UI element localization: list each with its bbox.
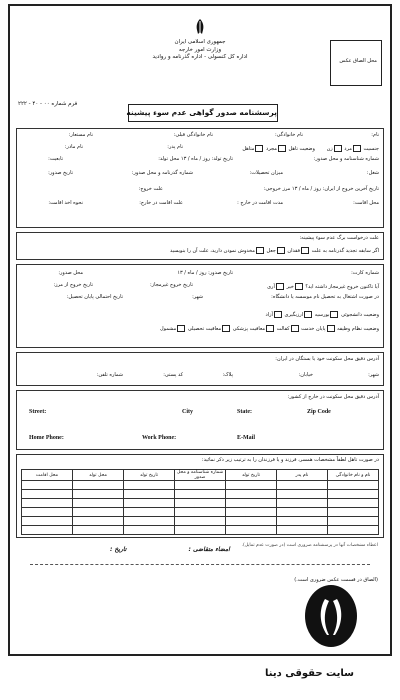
iran-phone-label: شماره تلفن: <box>96 372 123 378</box>
emblem-icon <box>193 18 207 36</box>
family-label: در صورت تاهل لطفاً مشخصات همسر، فرزند و یا فرزندان را به ترتیب زیر ذکر نمائید: <box>201 457 379 463</box>
currency-checkbox[interactable] <box>304 311 312 318</box>
col-header: نام و نام خانوادگی <box>328 470 379 481</box>
last-exit-label: تاریخ آخرین خروج از ایران: روز / ماه / ۱۳ مرز خروجی: <box>263 186 379 192</box>
finished-checkbox[interactable] <box>327 325 335 332</box>
unauthorized-label: آیا تاکنون خروج غیرمجاز داشته اید؟ <box>305 284 379 290</box>
no-checkbox[interactable] <box>295 283 303 290</box>
form-page <box>8 4 392 656</box>
medical-label: معافیت پزشکی <box>232 326 266 332</box>
female-checkbox[interactable] <box>334 145 342 152</box>
scholarship-checkbox[interactable] <box>330 311 338 318</box>
family-cell[interactable] <box>175 508 226 517</box>
family-cell[interactable] <box>175 526 226 535</box>
family-cell[interactable] <box>22 499 73 508</box>
page-title: پرسشنامه صدور گواهی عدم سوء پیشینه <box>126 108 277 117</box>
family-table <box>21 469 379 535</box>
marital-label: وضعیت تاهل <box>288 146 315 152</box>
married-checkbox[interactable] <box>255 145 263 152</box>
dina-logo-icon <box>305 585 357 647</box>
home-phone-label: Home Phone: <box>29 435 64 441</box>
family-cell[interactable] <box>226 499 277 508</box>
male-checkbox[interactable] <box>353 145 361 152</box>
married-label: متاهل <box>242 146 255 152</box>
iran-zip-label: کد پستی: <box>163 372 183 378</box>
single-label: مجرد <box>266 146 277 152</box>
family-cell[interactable] <box>124 517 175 526</box>
col-header: تاریخ تولد <box>124 470 175 481</box>
header-center <box>10 12 390 61</box>
family-section <box>16 454 384 538</box>
family-cell[interactable] <box>328 499 379 508</box>
street-label: Street: <box>29 409 47 415</box>
lost-prompt: اگر سابقه تجدید گذرنامه به علت <box>311 248 379 254</box>
stay-type-label: علت اقامت در خارج: <box>139 200 183 206</box>
col-header: نام پدر <box>277 470 328 481</box>
family-cell[interactable] <box>226 490 277 499</box>
family-cell[interactable] <box>73 499 124 508</box>
family-cell[interactable] <box>124 526 175 535</box>
family-cell[interactable] <box>277 481 328 490</box>
currency-label: ارزبگیری <box>284 312 304 318</box>
student-status-label: وضعیت دانشجوئی <box>341 312 379 318</box>
family-cell[interactable] <box>277 499 328 508</box>
study-end-label: تاریخ احتمالی پایان تحصیل: <box>66 294 123 300</box>
finished-label: پایان خدمت <box>301 326 326 332</box>
family-cell[interactable] <box>277 526 328 535</box>
edu-exempt-checkbox[interactable] <box>222 325 230 332</box>
header-line3: اداره کل کنسولی - اداره گذرنامه و روادید <box>152 54 248 60</box>
damaged-label: مخدوش نمودن دارید، علت آن را بنویسید <box>170 248 255 254</box>
alias-label: نام مستعار: <box>68 132 93 138</box>
iran-city-label: شهر: <box>368 372 379 378</box>
gender-row <box>242 145 379 152</box>
job-label: شغل: <box>366 170 379 176</box>
foreign-address-section <box>16 390 384 450</box>
signature-divider <box>30 564 370 565</box>
card-checkbox[interactable] <box>291 325 299 332</box>
family-cell[interactable] <box>175 517 226 526</box>
family-cell[interactable] <box>124 490 175 499</box>
lost-label: فقدان <box>287 248 301 254</box>
prev-lastname-label: نام خانوادگی قبلی: <box>173 132 213 138</box>
exit-reason-label: علت خروج: <box>138 186 163 192</box>
free-checkbox[interactable] <box>274 311 282 318</box>
family-cell[interactable] <box>22 526 73 535</box>
family-cell[interactable] <box>73 517 124 526</box>
family-cell[interactable] <box>73 526 124 535</box>
family-cell[interactable] <box>175 481 226 490</box>
student-status-row <box>266 311 379 318</box>
male-label: مرد <box>344 146 352 152</box>
mother-label: نام مادر: <box>64 144 83 150</box>
forged-label: جعل <box>266 248 276 254</box>
family-cell[interactable] <box>328 481 379 490</box>
lost-checkbox[interactable] <box>301 247 309 254</box>
family-header-row <box>22 470 379 481</box>
family-cell[interactable] <box>277 490 328 499</box>
single-checkbox[interactable] <box>278 145 286 152</box>
family-cell[interactable] <box>328 490 379 499</box>
state-label: State: <box>237 409 252 415</box>
duty-status-row <box>160 325 379 332</box>
photo-label: محل الصاق عکس <box>339 58 377 64</box>
family-cell[interactable] <box>226 481 277 490</box>
iran-address-section <box>16 352 384 386</box>
card-label: کفالت <box>276 326 290 332</box>
included-checkbox[interactable] <box>177 325 185 332</box>
free-label: آزاد <box>265 312 273 318</box>
signature-row <box>110 546 230 553</box>
header-line2: وزارت امور خارجه <box>178 46 222 53</box>
study-case-label: در صورت اشتغال به تحصیل نام موسسه یا دانشگاه: <box>271 294 379 300</box>
col-header: محل اقامت <box>22 470 73 481</box>
family-cell[interactable] <box>226 508 277 517</box>
request-row <box>170 247 379 254</box>
family-cell[interactable] <box>328 526 379 535</box>
unauthorized-row <box>267 283 379 290</box>
family-row <box>22 490 379 499</box>
id-label: شماره شناسنامه و محل صدور: <box>313 156 379 162</box>
family-table-wrap <box>21 469 379 535</box>
family-cell[interactable] <box>328 517 379 526</box>
family-cell[interactable] <box>73 508 124 517</box>
family-cell[interactable] <box>124 481 175 490</box>
included-label: مشمول <box>160 326 177 332</box>
family-row <box>22 508 379 517</box>
gender-label: جنسیت <box>363 146 379 152</box>
family-cell[interactable] <box>22 481 73 490</box>
female-label: زن <box>326 146 333 152</box>
personal-section <box>16 128 384 228</box>
family-cell[interactable] <box>73 481 124 490</box>
scholarship-label: بورسیه <box>314 312 330 318</box>
family-cell[interactable] <box>328 508 379 517</box>
header-line1: جمهوری اسلامی ایران <box>174 39 226 45</box>
work-phone-label: Work Phone: <box>142 435 177 441</box>
military-issue-place: محل صدور: <box>58 270 83 276</box>
iran-address-label: آدرس دقیق محل سکونت خود یا بستگان در ایران: <box>275 356 379 362</box>
card-no-label: شماره کارت: <box>351 270 379 276</box>
family-row <box>22 499 379 508</box>
applicant-signature-label: امضاء متقاضی : <box>188 546 230 553</box>
family-row <box>22 481 379 490</box>
footer-note: (الصاق در قسمت عکس ضروری است.) <box>294 577 378 583</box>
forged-checkbox[interactable] <box>277 247 285 254</box>
family-cell[interactable] <box>22 490 73 499</box>
family-cell[interactable] <box>226 526 277 535</box>
logo-mark-icon <box>305 585 357 647</box>
edu-exempt-label: معافیت تحصیلی <box>187 326 222 332</box>
family-note: اعطاء مشخصات آنها در پرسشنامه ضروری است (در صورت عدم تمایل). <box>241 543 378 548</box>
military-issue-date: تاریخ صدور: روز / ماه / ۱۳ <box>177 270 233 276</box>
family-cell[interactable] <box>277 508 328 517</box>
medical-checkbox[interactable] <box>266 325 274 332</box>
request-section <box>16 232 384 260</box>
family-cell[interactable] <box>22 517 73 526</box>
foreign-address-label: آدرس دقیق محل سکونت در خارج از کشور: <box>287 394 379 400</box>
damaged-checkbox[interactable] <box>256 247 264 254</box>
request-reason-label: علت درخواست برگ عدم سوء پیشینه: <box>299 235 379 241</box>
lastname-label: نام خانوادگی: <box>274 132 303 138</box>
zip-label: Zip Code <box>307 409 331 415</box>
father-label: نام پدر: <box>167 144 183 150</box>
family-row <box>22 526 379 535</box>
family-cell[interactable] <box>124 508 175 517</box>
exit-date-label: تاریخ خروج غیرمجاز: <box>149 282 193 288</box>
signature-date-label: تاریخ : <box>110 546 127 553</box>
education-label: میزان تحصیلات: <box>249 170 283 176</box>
family-cell[interactable] <box>73 490 124 499</box>
residence-label: محل اقامت: <box>353 200 379 206</box>
stay-manner-label: نحوه اخذ اقامت: <box>48 200 83 206</box>
col-header: محل تولد <box>73 470 124 481</box>
email-label: E-Mail <box>237 435 255 441</box>
family-cell[interactable] <box>226 517 277 526</box>
no-label: خیر <box>286 284 294 290</box>
yes-checkbox[interactable] <box>276 283 284 290</box>
family-cell[interactable] <box>175 499 226 508</box>
city-label: City <box>182 409 193 415</box>
duty-status-label: وضعیت نظام وظیفه <box>337 326 379 332</box>
yes-label: آری <box>267 284 275 290</box>
name-label: نام: <box>371 132 379 138</box>
family-cell[interactable] <box>277 517 328 526</box>
military-section <box>16 264 384 348</box>
family-cell[interactable] <box>124 499 175 508</box>
iran-plate-label: پلاک: <box>222 372 233 378</box>
issue-date-label: تاریخ صدور: <box>48 170 73 176</box>
form-ref: فرم شماره ۰۰ - ۴۰ - ۲۲۲ <box>18 101 78 107</box>
nationality-label: تابعیت: <box>48 156 63 162</box>
passport-label: شماره گذرنامه و محل صدور: <box>131 170 193 176</box>
brand-text: سایت حقوقی دینا <box>265 668 354 679</box>
stay-abroad-label: مدت اقامت در خارج : <box>237 200 283 206</box>
iran-street-label: خیابان: <box>298 372 313 378</box>
col-header: شماره شناسنامه و محل صدور <box>175 470 226 481</box>
title-box <box>128 104 278 122</box>
col-header: تاریخ تولد <box>226 470 277 481</box>
family-cell[interactable] <box>175 490 226 499</box>
family-row <box>22 517 379 526</box>
family-cell[interactable] <box>22 508 73 517</box>
birth-date-label: تاریخ تولد: روز / ماه / ۱۳ محل تولد: <box>158 156 233 162</box>
study-city-label: شهر: <box>192 294 203 300</box>
exit-border-label: تاریخ خروج از مرز: <box>53 282 93 288</box>
